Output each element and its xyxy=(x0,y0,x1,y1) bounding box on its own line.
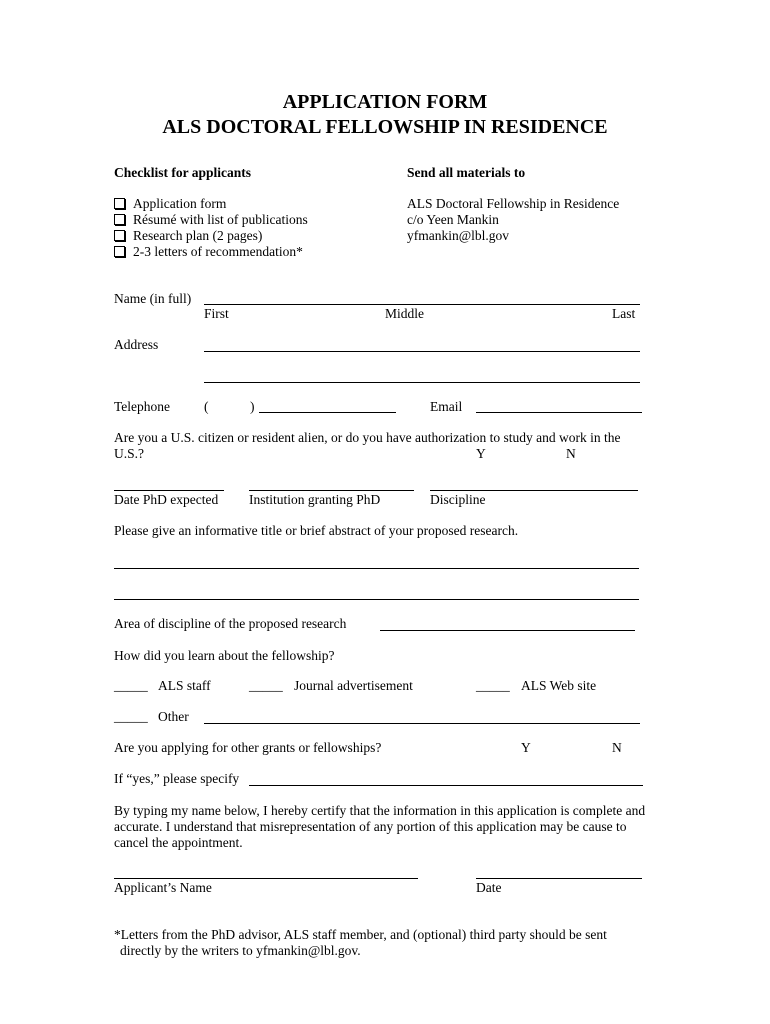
website-blank[interactable]: _____ xyxy=(476,678,510,693)
form-title: APPLICATION FORM xyxy=(282,91,488,113)
website-label: ALS Web site xyxy=(521,678,597,693)
als-staff-label: ALS staff xyxy=(158,678,211,693)
other-grants-yes-option[interactable]: Y xyxy=(521,740,531,755)
abstract-field-line1[interactable] xyxy=(114,568,639,569)
telephone-close-paren: ) xyxy=(250,399,255,414)
telephone-label: Telephone xyxy=(114,399,171,414)
email-label: Email xyxy=(430,399,463,414)
form-subtitle: ALS DOCTORAL FELLOWSHIP IN RESIDENCE xyxy=(162,116,608,138)
checkbox-icon xyxy=(114,246,125,257)
checklist-item-label: Research plan (2 pages) xyxy=(133,228,263,243)
telephone-field[interactable] xyxy=(259,412,396,413)
checklist-item xyxy=(114,228,262,244)
citizen-no-option[interactable]: N xyxy=(566,446,576,461)
checkbox-icon xyxy=(114,214,125,225)
name-middle-label: Middle xyxy=(385,306,424,321)
applicant-name-label: Applicant’s Name xyxy=(114,880,212,895)
date-label: Date xyxy=(476,880,502,895)
specify-field[interactable] xyxy=(249,785,643,786)
date-field[interactable] xyxy=(476,878,642,879)
checklist-item xyxy=(114,212,308,228)
address-field-line2[interactable] xyxy=(204,382,640,383)
other-label: Other xyxy=(158,709,189,724)
checklist-item-label: 2-3 letters of recommendation* xyxy=(133,244,303,259)
checkbox-icon xyxy=(114,198,125,209)
journal-label: Journal advertisement xyxy=(294,678,413,693)
specify-label: If “yes,” please specify xyxy=(114,771,240,786)
other-grants-question: Are you applying for other grants or fellowships? xyxy=(114,740,382,755)
area-field[interactable] xyxy=(380,630,635,631)
send-line: ALS Doctoral Fellowship in Residence xyxy=(407,196,620,211)
phd-discipline-label: Discipline xyxy=(430,492,486,507)
footnote-line2: directly by the writers to yfmankin@lbl.gov. xyxy=(120,943,361,958)
name-first-label: First xyxy=(204,306,229,321)
other-blank[interactable]: _____ xyxy=(114,709,148,724)
email-field[interactable] xyxy=(476,412,642,413)
phd-institution-field[interactable] xyxy=(249,490,414,491)
als-staff-blank[interactable]: _____ xyxy=(114,678,148,693)
checklist-item xyxy=(114,196,226,212)
send-line: c/o Yeen Mankin xyxy=(407,212,499,227)
certification-text: By typing my name below, I hereby certify that the information in this application is complete and accurate. I understand that misrepresentation of any portion of this application may be cause to cancel the appointment. xyxy=(114,803,646,850)
telephone-open-paren: ( xyxy=(204,399,209,414)
other-field[interactable] xyxy=(204,723,640,724)
send-email: yfmankin@lbl.gov xyxy=(407,228,510,243)
other-grants-no-option[interactable]: N xyxy=(612,740,622,755)
learn-question: How did you learn about the fellowship? xyxy=(114,648,335,663)
address-label: Address xyxy=(114,337,159,352)
phd-date-field[interactable] xyxy=(114,490,224,491)
abstract-prompt: Please give an informative title or brief abstract of your proposed research. xyxy=(114,523,519,538)
phd-institution-label: Institution granting PhD xyxy=(249,492,381,507)
area-label: Area of discipline of the proposed research xyxy=(114,616,347,631)
citizen-yes-option[interactable]: Y xyxy=(476,446,486,461)
abstract-field-line2[interactable] xyxy=(114,599,639,600)
name-field[interactable] xyxy=(204,304,640,305)
name-last-label: Last xyxy=(612,306,636,321)
applicant-name-field[interactable] xyxy=(114,878,418,879)
name-label: Name (in full) xyxy=(114,291,192,306)
checklist-item-label: Application form xyxy=(133,196,227,211)
journal-blank[interactable]: _____ xyxy=(249,678,283,693)
address-field-line1[interactable] xyxy=(204,351,640,352)
checklist-heading: Checklist for applicants xyxy=(114,165,252,180)
phd-date-label: Date PhD expected xyxy=(114,492,219,507)
send-heading: Send all materials to xyxy=(407,165,526,180)
checkbox-icon xyxy=(114,230,125,241)
phd-discipline-field[interactable] xyxy=(430,490,638,491)
checklist-item xyxy=(114,244,303,260)
citizen-question: Are you a U.S. citizen or resident alien, or do you have authorization to study and work in the xyxy=(114,430,621,445)
checklist-item-label: Résumé with list of publications xyxy=(133,212,308,227)
citizen-question-cont: U.S.? xyxy=(114,446,144,461)
footnote-line1: *Letters from the PhD advisor, ALS staff member, and (optional) third party should be sent xyxy=(114,927,607,942)
